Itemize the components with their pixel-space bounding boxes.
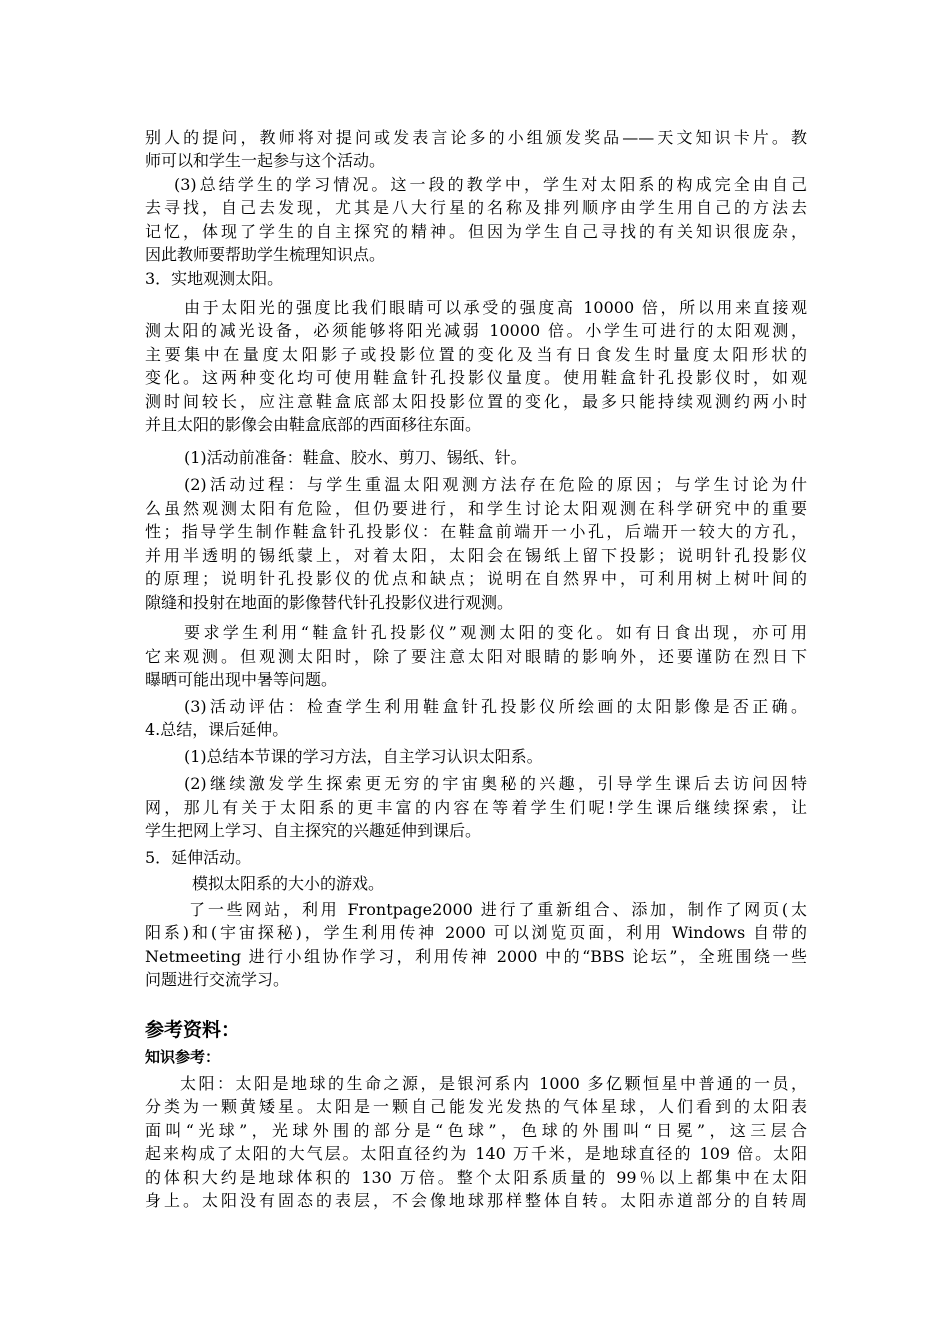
- text-line: 别人的提问，教师将对提问或发表言论多的小组颁发奖品——天文知识卡片。教: [145, 128, 807, 147]
- text-line: 模拟太阳系的大小的游戏。: [192, 874, 385, 893]
- text-line: (1)活动前准备：鞋盒、胶水、剪刀、锡纸、针。: [184, 448, 527, 467]
- text-line: (2)活动过程：与学生重温太阳观测方法存在危险的原因；与学生讨论为什: [184, 475, 807, 494]
- text-line: (3)活动评估：检查学生利用鞋盒针孔投影仪所绘画的太阳影像是否正确。: [184, 697, 807, 716]
- section-heading: 4.总结，课后延伸。: [145, 720, 289, 739]
- text-line: (3)总结学生的学习情况。这一段的教学中，学生对太阳系的构成完全由自己: [174, 175, 807, 194]
- text-line: 测时间较长，应注意鞋盒底部太阳投影位置的变化，最多只能持续观测约两小时: [145, 392, 807, 411]
- text-line: 面叫“光球”，光球外围的部分是“色球”，色球的外围叫“日冕”，这三层合: [145, 1121, 807, 1140]
- text-line: 问题进行交流学习。: [145, 970, 290, 989]
- knowledge-heading: 知识参考：: [145, 1048, 221, 1066]
- text-line: 因此教师要帮助学生梳理知识点。: [145, 245, 386, 264]
- text-line: 学生把网上学习、自主探究的兴趣延伸到课后。: [145, 821, 482, 840]
- references-heading: 参考资料：: [145, 1019, 241, 1041]
- text-line: (1)总结本节课的学习方法，自主学习认识太阳系。: [184, 747, 543, 766]
- text-line: 阳系)和(宇宙探秘)，学生利用传神 2000 可以浏览页面，利用 Windows 自带的: [145, 923, 807, 942]
- text-line: (2)继续激发学生探索更无穷的宇宙奥秘的兴趣，引导学生课后去访问因特: [184, 774, 807, 793]
- text-line: 身上。太阳没有固态的表层，不会像地球那样整体自转。太阳赤道部分的自转周: [145, 1191, 807, 1210]
- text-line: 的原理；说明针孔投影仪的优点和缺点；说明在自然界中，可利用树上树叶间的: [145, 569, 807, 588]
- text-line: 主要集中在量度太阳影子或投影位置的变化及当有日食发生时量度太阳形状的: [145, 345, 807, 364]
- text-line: 并用半透明的锡纸蒙上，对着太阳，太阳会在锡纸上留下投影；说明针孔投影仪: [145, 546, 807, 565]
- text-line: 师可以和学生一起参与这个活动。: [145, 151, 386, 170]
- text-line: 分类为一颗黄矮星。太阳是一颗自己能发光发热的气体星球，人们看到的太阳表: [145, 1097, 807, 1116]
- text-line: 由于太阳光的强度比我们眼睛可以承受的强度高 10000 倍，所以用来直接观: [184, 298, 807, 317]
- text-line: Netmeeting 进行小组协作学习，利用传神 2000 中的“BBS 论坛”，全班围绕一些: [145, 947, 807, 966]
- section-heading: 5．延伸活动。: [145, 848, 252, 867]
- text-line: 并且太阳的影像会由鞋盒底部的西面移往东面。: [145, 415, 482, 434]
- text-line: 网，那儿有关于太阳系的更丰富的内容在等着学生们呢!学生课后继续探索，让: [145, 798, 807, 817]
- text-line: 的体积大约是地球体积的 130 万倍。整个太阳系质量的 99％以上都集中在太阳: [145, 1168, 807, 1187]
- text-line: 起来构成了太阳的大气层。太阳直径约为 140 万千米，是地球直径的 109 倍。太阳: [145, 1144, 807, 1163]
- text-line: 么虽然观测太阳有危险，但仍要进行，和学生讨论太阳观测在科学研究中的重要: [145, 499, 807, 518]
- section-heading: 3．实地观测太阳。: [145, 269, 284, 288]
- text-line: 测太阳的减光设备，必须能够将阳光减弱 10000 倍。小学生可进行的太阳观测，: [145, 321, 807, 340]
- text-line: 它来观测。但观测太阳时，除了要注意太阳对眼睛的影响外，还要谨防在烈日下: [145, 647, 807, 666]
- text-line: 要求学生利用“鞋盒针孔投影仪”观测太阳的变化。如有日食出现，亦可用: [184, 623, 807, 642]
- text-line: 记忆，体现了学生的自主探究的精神。但因为学生自己寻找的有关知识很庞杂，: [145, 222, 807, 241]
- text-line: 隙缝和投射在地面的影像替代针孔投影仪进行观测。: [145, 593, 514, 612]
- text-line: 曝晒可能出现中暑等问题。: [145, 670, 338, 689]
- text-line: 去寻找，自己去发现，尤其是八大行星的名称及排列顺序由学生用自己的方法去: [145, 198, 807, 217]
- text-line: 变化。这两种变化均可使用鞋盒针孔投影仪量度。使用鞋盒针孔投影仪时，如观: [145, 368, 807, 387]
- text-line: 太阳：太阳是地球的生命之源，是银河系内 1000 多亿颗恒星中普通的一员，: [180, 1074, 807, 1093]
- text-line: 性；指导学生制作鞋盒针孔投影仪：在鞋盒前端开一小孔，后端开一较大的方孔，: [145, 522, 807, 541]
- text-line: 了一些网站，利用 Frontpage2000 进行了重新组合、添加，制作了网页(太: [189, 900, 807, 919]
